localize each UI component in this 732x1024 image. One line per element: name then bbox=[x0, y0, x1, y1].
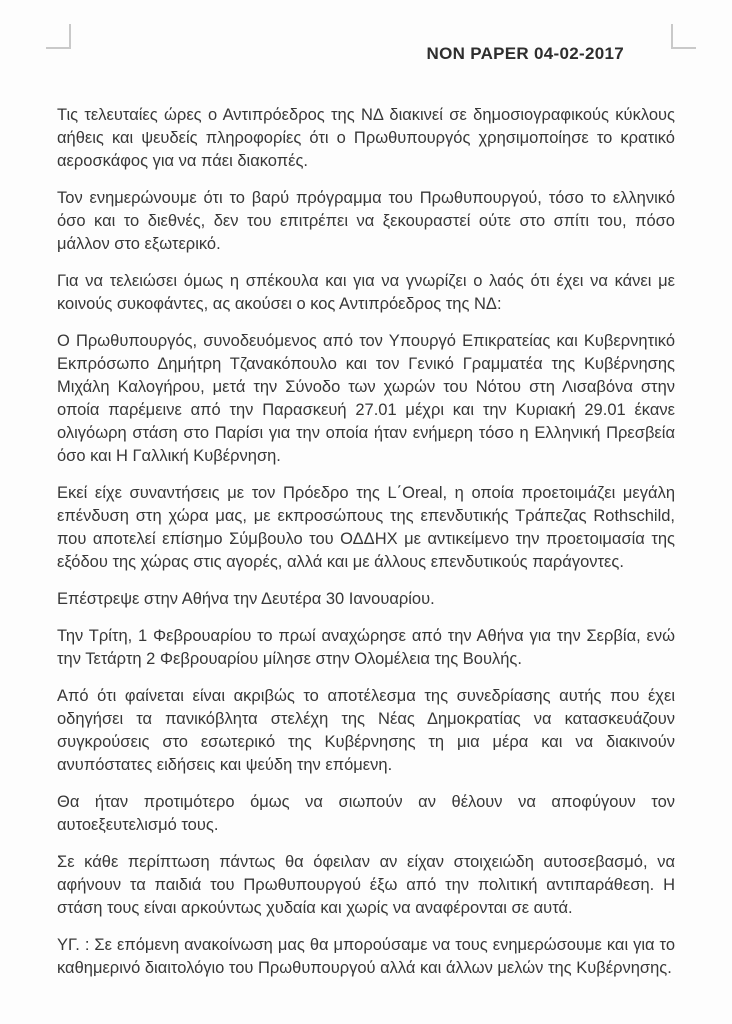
paragraph: Για να τελειώσει όμως η σπέκουλα και για να γνωρίζει ο λαός ότι έχει να κάνει με κοινούς συκοφάντες, ας ακούσει ο κος Αντιπρόεδρος της ΝΔ: bbox=[57, 272, 675, 313]
paragraph: Τον ενημερώνουμε ότι το βαρύ πρόγραμμα του Πρωθυπουργού, τόσο το ελληνικό όσο και το διεθνές, δεν του επιτρέπει να ξεκουραστεί ούτε στο σπίτι του, πόσο μάλλον στο εξωτερικό. bbox=[57, 189, 675, 253]
paragraph: Από ότι φαίνεται είναι ακριβώς το αποτέλεσμα της συνεδρίασης αυτής που έχει οδηγήσει τα πανικόβλητα στελέχη της Νέας Δημοκρατίας να κατασκευάζουν συγκρούσεις στο εσωτερικό της Κυβέρνησης τη μια μέρα και να διακινούν ανυπόστατες ειδήσεις και ψεύδη την επόμενη. bbox=[57, 687, 675, 774]
paragraph: Ο Πρωθυπουργός, συνοδευόμενος από τον Υπουργό Επικρατείας και Κυβερνητικό Εκπρόσωπο Δημήτρη Τζανακόπουλο και τον Γενικό Γραμματέα της Κυβέρνησης Μιχάλη Καλογήρου, μετά την Σύνοδο των χωρών του Νότου στη Λισαβόνα στην οποία παρέμεινε από την Παρασκευή 27.01 μέχρι και την Κυριακή 29.01 έκανε ολιγόωρη στάση στο Παρίσι για την οποία ήταν ενήμερη τόσο η Ελληνική Πρεσβεία όσο και Η Γαλλική Κυβέρνηση. bbox=[57, 332, 675, 465]
paragraph: Την Τρίτη, 1 Φεβρουαρίου το πρωί αναχώρησε από την Αθήνα για την Σερβία, ενώ την Τετάρτη 2 Φεβρουαρίου μίλησε στην Ολομέλεια της Βουλής. bbox=[57, 627, 675, 668]
paragraph: Σε κάθε περίπτωση πάντως θα όφειλαν αν είχαν στοιχειώδη αυτοσεβασμό, να αφήνουν τα παιδιά του Πρωθυπουργού έξω από την πολιτική αντιπαράθεση. Η στάση τους είναι αρκούντως χυδαία και χωρίς να αναφέρονται σε αυτά. bbox=[57, 853, 675, 917]
document-title: NON PAPER 04-02-2017 bbox=[426, 44, 624, 63]
paragraph: Επέστρεψε στην Αθήνα την Δευτέρα 30 Ιανουαρίου. bbox=[57, 590, 435, 608]
paragraph: Θα ήταν προτιμότερο όμως να σιωπούν αν θέλουν να αποφύγουν τον αυτοεξευτελισμό τους. bbox=[57, 793, 675, 834]
document-body bbox=[57, 104, 675, 994]
paragraph: ΥΓ. : Σε επόμενη ανακοίνωση μας θα μπορούσαμε να τους ενημερώσουμε και για το καθημερινό διαιτολόγιο του Πρωθυπουργού αλλά και άλλων μελών της Κυβέρνησης. bbox=[57, 936, 675, 977]
corner-mark-top-right-icon bbox=[671, 24, 696, 49]
paragraph: Εκεί είχε συναντήσεις με τον Πρόεδρο της L΄Oreal, η οποία προετοιμάζει μεγάλη επένδυση στη χώρα μας, με εκπροσώπους της επενδυτικής Τράπεζας Rothschild, που αποτελεί επίσημο Σύμβουλο του ΟΔΔΗΧ με αντικείμενο την προετοιμασία της εξόδου της χώρας στις αγορές, αλλά και με άλλους επενδυτικούς παράγοντες. bbox=[57, 484, 675, 571]
paragraph: Τις τελευταίες ώρες ο Αντιπρόεδρος της ΝΔ διακινεί σε δημοσιογραφικούς κύκλους αήθεις και ψευδείς πληροφορίες ότι ο Πρωθυπουργός χρησιμοποίησε το κρατικό αεροσκάφος για να πάει διακοπές. bbox=[57, 106, 675, 170]
